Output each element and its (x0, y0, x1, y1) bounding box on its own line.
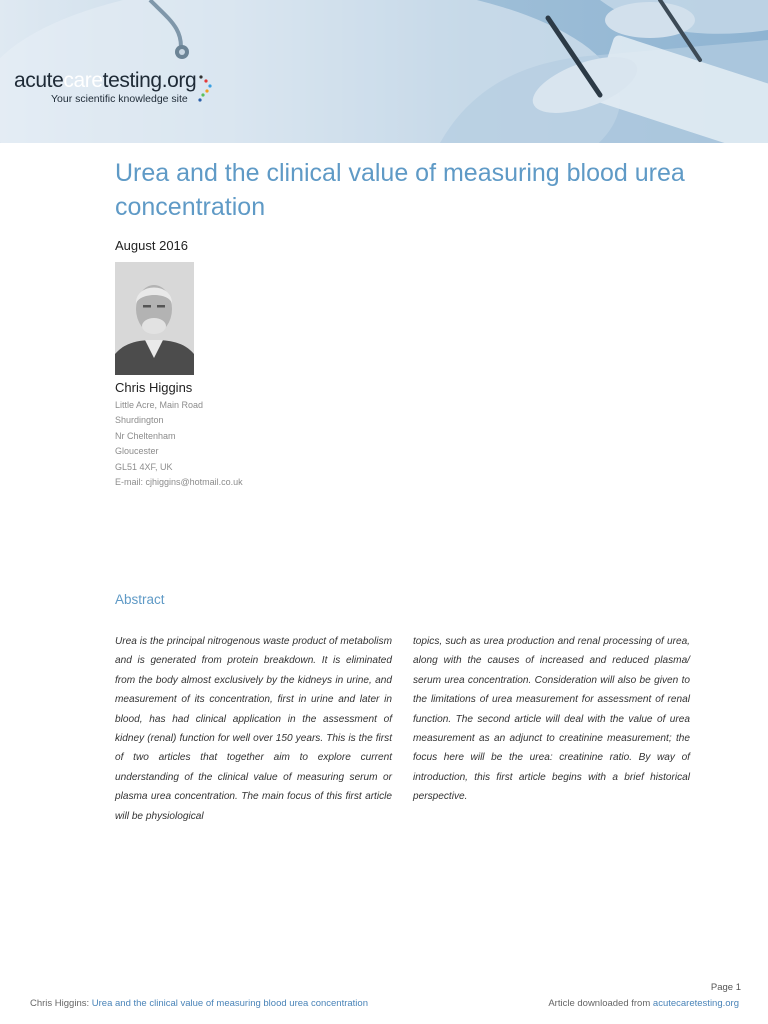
author-address (115, 398, 243, 490)
article-title: Urea and the clinical value of measuring blood urea concentration (115, 159, 685, 221)
address-line: GL51 4XF, UK (115, 461, 173, 472)
footer-site-link[interactable]: acutecaretesting.org (652, 998, 739, 1009)
author-photo (115, 262, 194, 375)
author-email: E-mail: cjhiggins@hotmail.co.uk (115, 477, 243, 488)
footer-downloaded-label: Article downloaded from (548, 998, 651, 1009)
author-name: Chris Higgins (115, 380, 193, 395)
site-logo[interactable] (14, 70, 196, 105)
logo-wordmark: acutecaretesting.org (14, 69, 197, 92)
publication-date: August 2016 (115, 238, 189, 253)
address-line: Little Acre, Main Road (115, 400, 204, 410)
address-line: Gloucester (115, 446, 159, 457)
abstract-column-left: Urea is the principal nitrogenous waste product of metabolism and is generated from protein breakdown. It is eliminated from the body almost exclusively by the kidneys in urine, and measurement of its concentration, first in urine and later in blood, has had clinical application in the assessment of kidney (renal) function for well over 150 years. This is the first of two articles that together aim to explore current understanding of the clinical value of measuring serum or plasma urea concentration. The main focus of this first article will be physiological (115, 636, 392, 822)
address-line: Shurdington (115, 415, 164, 426)
abstract-column-right: topics, such as urea production and renal processing of urea, along with the causes of increased and reduced plasma/ serum urea concentration. Consideration will also be given to the limitations of urea measurement for assessment of renal function. The second article will deal with the value of urea measurement as an adjunct to creatinine measurement; the focus here will be the urea: creatinine ratio. By way of introduction, this first article begins with a brief historical perspective. (413, 636, 690, 803)
logo-tagline: Your scientific knowledge site (51, 93, 188, 105)
footer-source (548, 998, 739, 1009)
abstract-heading: Abstract (115, 592, 165, 607)
footer-article-link[interactable]: Urea and the clinical value of measuring blood urea concentration (91, 998, 368, 1009)
page-number: Page 1 (710, 982, 741, 993)
address-line: Nr Cheltenham (115, 430, 176, 441)
logo-dots-icon (197, 73, 215, 103)
footer-citation (30, 998, 368, 1009)
footer-author: Chris Higgins: (30, 998, 90, 1009)
header-banner (0, 0, 768, 143)
